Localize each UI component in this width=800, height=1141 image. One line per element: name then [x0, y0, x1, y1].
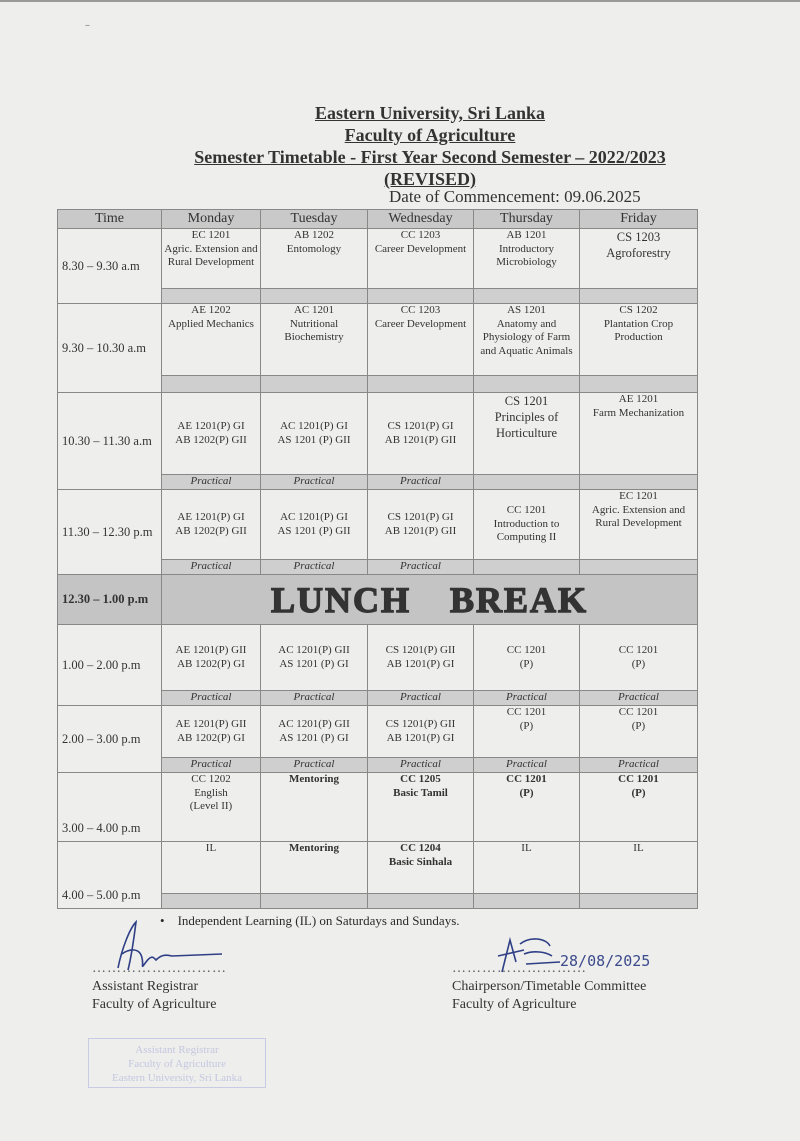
registrar-stamp — [88, 1038, 266, 1088]
table-row — [58, 229, 698, 289]
col-wednesday: Wednesday — [368, 210, 474, 229]
stamp-line-2: Faculty of Agriculture — [128, 1058, 226, 1070]
sub-cell: Practical — [162, 475, 261, 490]
class-cell: CS 1201(P) GI AB 1201(P) GII — [368, 490, 474, 560]
table-row — [58, 842, 698, 894]
sub-cell — [580, 894, 698, 909]
class-cell: EC 1201 Agric. Extension and Rural Development — [162, 229, 261, 289]
university-title: Eastern University, Sri Lanka — [314, 103, 546, 123]
sub-cell: Practical — [474, 758, 580, 773]
stamp-line-1: Assistant Registrar — [135, 1044, 219, 1056]
class-cell: CS 1201(P) GII AB 1201(P) GI — [368, 625, 474, 691]
table-row — [58, 773, 698, 842]
left-signature-org: Faculty of Agriculture — [92, 997, 217, 1012]
class-cell: AE 1201(P) GII AB 1202(P) GI — [162, 625, 261, 691]
class-cell: CS 1201(P) GII AB 1201(P) GI — [368, 706, 474, 758]
class-cell: AC 1201(P) GI AS 1201 (P) GII — [261, 490, 368, 560]
class-cell: AE 1201(P) GI AB 1202(P) GII — [162, 490, 261, 560]
col-time: Time — [58, 210, 162, 229]
left-signature-block — [92, 960, 227, 1014]
class-cell: AB 1202 Entomology — [261, 229, 368, 289]
sub-cell: Practical — [162, 691, 261, 706]
lunch-time-cell: 12.30 – 1.00 p.m — [58, 575, 162, 625]
handwritten-date: 28/08/2025 — [560, 952, 651, 970]
time-cell: 1.00 – 2.00 p.m — [58, 625, 162, 706]
sub-cell: Practical — [368, 691, 474, 706]
class-cell: IL — [162, 842, 261, 894]
class-cell: CC 1201 (P) — [474, 706, 580, 758]
sub-cell — [261, 894, 368, 909]
class-cell: CC 1201 (P) — [580, 625, 698, 691]
class-cell: CC 1203 Career Development — [368, 229, 474, 289]
col-thursday: Thursday — [474, 210, 580, 229]
time-cell: 2.00 – 3.00 p.m — [58, 706, 162, 773]
page-mark: – — [85, 20, 90, 31]
class-cell: CS 1203 Agroforestry — [580, 229, 698, 289]
sub-cell: Practical — [580, 691, 698, 706]
class-cell: CC 1201 (P) — [474, 625, 580, 691]
sub-cell — [580, 560, 698, 575]
revised-label: (REVISED) — [383, 169, 476, 189]
sub-cell: Practical — [261, 475, 368, 490]
class-cell: AE 1202 Applied Mechanics — [162, 304, 261, 376]
sub-cell — [580, 475, 698, 490]
class-cell: IL — [474, 842, 580, 894]
sub-cell — [261, 376, 368, 393]
class-cell: AC 1201(P) GII AS 1201 (P) GI — [261, 706, 368, 758]
class-cell: AC 1201(P) GI AS 1201 (P) GII — [261, 393, 368, 475]
right-signature-org: Faculty of Agriculture — [452, 997, 577, 1012]
time-cell: 4.00 – 5.00 p.m — [58, 842, 162, 909]
sub-cell — [162, 289, 261, 304]
sub-cell — [580, 289, 698, 304]
note-text: Independent Learning (IL) on Saturdays and Sundays. — [177, 913, 460, 928]
class-cell: AB 1201 Introductory Microbiology — [474, 229, 580, 289]
timetable-title: Semester Timetable - First Year Second Semester – 2022/2023 — [194, 147, 666, 167]
time-cell: 8.30 – 9.30 a.m — [58, 229, 162, 304]
class-cell: CC 1202 English (Level II) — [162, 773, 261, 842]
class-cell: CC 1204 Basic Sinhala — [368, 842, 474, 894]
class-cell: CC 1205 Basic Tamil — [368, 773, 474, 842]
sub-cell — [162, 894, 261, 909]
sub-cell: Practical — [580, 758, 698, 773]
time-cell: 9.30 – 10.30 a.m — [58, 304, 162, 393]
sub-cell — [474, 894, 580, 909]
time-cell: 11.30 – 12.30 p.m — [58, 490, 162, 575]
right-signature-title: Chairperson/Timetable Committee — [452, 979, 647, 994]
class-cell: CS 1201(P) GI AB 1201(P) GII — [368, 393, 474, 475]
right-signature-line: ……………………… — [452, 961, 587, 976]
sub-cell — [261, 289, 368, 304]
col-monday: Monday — [162, 210, 261, 229]
table-row — [58, 304, 698, 376]
class-cell: AE 1201(P) GI AB 1202(P) GII — [162, 393, 261, 475]
class-cell: CC 1201 (P) — [580, 706, 698, 758]
class-cell: AE 1201 Farm Mechanization — [580, 393, 698, 475]
faculty-title: Faculty of Agriculture — [344, 125, 516, 145]
class-cell: CC 1203 Career Development — [368, 304, 474, 376]
lunch-row — [58, 575, 698, 625]
right-signature-block — [452, 960, 646, 1014]
time-cell: 10.30 – 11.30 a.m — [58, 393, 162, 490]
left-signature-title: Assistant Registrar — [92, 979, 199, 994]
class-cell: AE 1201(P) GII AB 1202(P) GI — [162, 706, 261, 758]
class-cell: Mentoring — [261, 842, 368, 894]
page-top-edge — [0, 0, 800, 2]
class-cell: IL — [580, 842, 698, 894]
timetable — [57, 209, 698, 909]
sub-cell: Practical — [368, 560, 474, 575]
sub-cell — [368, 894, 474, 909]
left-signature-line: ……………………… — [92, 961, 227, 976]
lunch-break-label: LUNCH BREAK — [162, 575, 698, 625]
sub-cell: Practical — [162, 560, 261, 575]
class-cell: AC 1201 Nutritional Biochemistry — [261, 304, 368, 376]
class-cell: CS 1202 Plantation Crop Production — [580, 304, 698, 376]
sub-cell: Practical — [162, 758, 261, 773]
sub-cell — [162, 376, 261, 393]
class-cell: CC 1201 (P) — [580, 773, 698, 842]
sub-cell — [580, 376, 698, 393]
class-cell: Mentoring — [261, 773, 368, 842]
sub-cell — [474, 376, 580, 393]
table-row — [58, 625, 698, 691]
sub-cell: Practical — [261, 691, 368, 706]
col-tuesday: Tuesday — [261, 210, 368, 229]
header-row — [58, 210, 698, 229]
table-row — [58, 490, 698, 560]
sub-cell — [474, 475, 580, 490]
time-cell: 3.00 – 4.00 p.m — [58, 773, 162, 842]
table-row — [58, 393, 698, 475]
class-cell: EC 1201 Agric. Extension and Rural Development — [580, 490, 698, 560]
stamp-line-3: Eastern University, Sri Lanka — [111, 1072, 243, 1084]
class-cell: CC 1201 (P) — [474, 773, 580, 842]
sub-cell — [368, 376, 474, 393]
sub-cell: Practical — [368, 758, 474, 773]
sub-cell: Practical — [261, 758, 368, 773]
class-cell: CC 1201 Introduction to Computing II — [474, 490, 580, 560]
class-cell: AS 1201 Anatomy and Physiology of Farm and Aquatic Animals — [474, 304, 580, 376]
table-row — [58, 706, 698, 758]
class-cell: AC 1201(P) GII AS 1201 (P) GI — [261, 625, 368, 691]
bullet-icon: • — [160, 913, 178, 928]
sub-cell — [474, 289, 580, 304]
class-cell: CS 1201 Principles of Horticulture — [474, 393, 580, 475]
commencement-date: Date of Commencement: 09.06.2025 — [389, 187, 641, 206]
sub-cell — [368, 289, 474, 304]
col-friday: Friday — [580, 210, 698, 229]
sub-cell: Practical — [474, 691, 580, 706]
sub-cell: Practical — [368, 475, 474, 490]
sub-cell: Practical — [261, 560, 368, 575]
sub-cell — [474, 560, 580, 575]
